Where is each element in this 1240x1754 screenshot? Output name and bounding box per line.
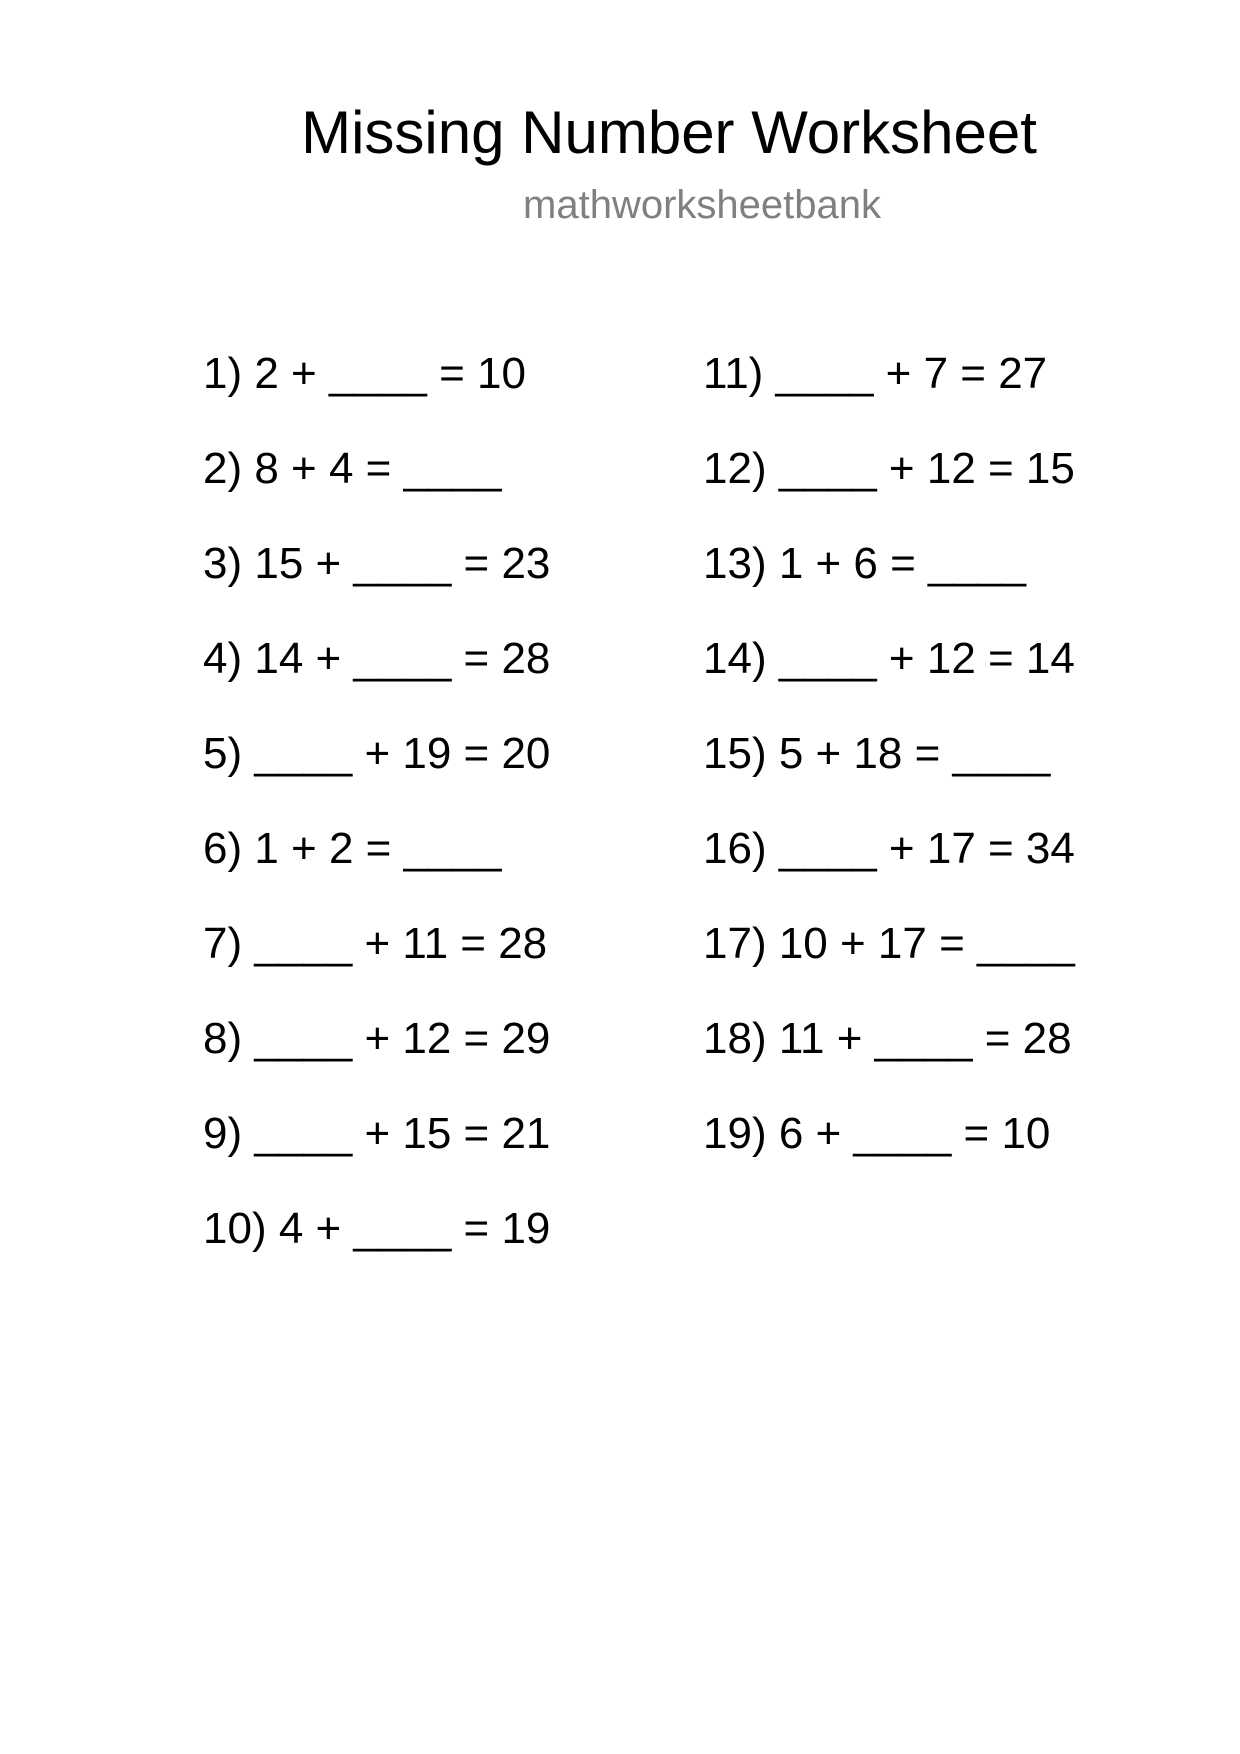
problem-3: 3) 15 + ____ = 23 [203,539,551,588]
problems-column-left [203,346,550,1296]
problem-19: 19) 6 + ____ = 10 [703,1109,1051,1158]
problem-16: 16) ____ + 17 = 34 [703,824,1075,873]
worksheet-subtitle: mathworksheetbank [523,183,881,227]
problems-column-right [703,346,1075,1201]
problem-7: 7) ____ + 11 = 28 [203,919,548,968]
problem-14: 14) ____ + 12 = 14 [703,634,1075,683]
problem-17: 17) 10 + 17 = ____ [703,919,1075,968]
problem-13: 13) 1 + 6 = ____ [703,539,1026,588]
problem-2: 2) 8 + 4 = ____ [203,444,502,493]
problem-6: 6) 1 + 2 = ____ [203,824,502,873]
problem-8: 8) ____ + 12 = 29 [203,1014,551,1063]
problem-18: 18) 11 + ____ = 28 [703,1014,1072,1063]
problem-15: 15) 5 + 18 = ____ [703,729,1051,778]
problem-9: 9) ____ + 15 = 21 [203,1109,551,1158]
problem-1: 1) 2 + ____ = 10 [203,349,526,398]
problem-10: 10) 4 + ____ = 19 [203,1204,551,1253]
worksheet-title: Missing Number Worksheet [301,99,1037,166]
problem-4: 4) 14 + ____ = 28 [203,634,551,683]
problem-11: 11) ____ + 7 = 27 [703,349,1048,398]
problem-12: 12) ____ + 12 = 15 [703,444,1075,493]
problem-5: 5) ____ + 19 = 20 [203,729,551,778]
